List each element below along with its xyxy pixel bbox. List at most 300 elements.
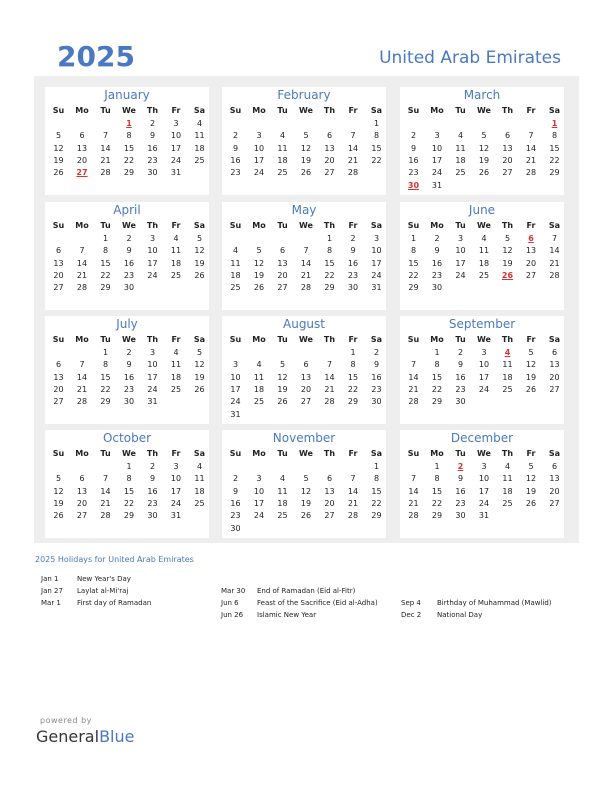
month-name: December [450,431,514,445]
brand-general: General [36,727,100,746]
holiday-entry [401,611,482,619]
weekday-header: Tu [277,449,288,458]
day-cell: 24 [431,168,443,178]
day-cell: 13 [324,143,335,153]
day-cell: 30 [123,397,135,407]
weekday-header: Tu [455,335,466,344]
weekday-header: We [299,221,313,230]
day-cell: 11 [253,372,265,382]
weekday-header: Sa [193,106,206,115]
month-june [400,202,564,310]
weekday-header: Su [229,106,242,115]
month-april [45,202,209,310]
holiday-date: Jan 1 [41,575,59,583]
month-name: November [272,431,336,445]
day-cell: 21 [300,270,312,280]
day-cell: 25 [502,384,513,394]
day-cell: 9 [434,246,440,256]
day-cell: 14 [76,372,88,382]
day-cell: 6 [79,131,85,141]
weekday-header: We [122,335,136,344]
day-cell: 21 [100,155,111,165]
weekday-header: Mo [75,449,89,458]
day-cell: 3 [373,234,380,243]
day-cell: 26 [194,270,205,280]
day-cell: 18 [478,258,490,268]
day-cell: 23 [455,498,466,508]
day-cell: 13 [525,246,537,256]
day-cell: 26 [300,168,312,178]
day-cell: 8 [126,474,132,484]
day-cell: 15 [100,258,111,268]
day-cell: 15 [371,143,382,153]
weekday-header: Fr [171,449,181,458]
weekday-header: Su [407,335,420,344]
day-cell: 6 [55,360,62,370]
day-cell: 1 [373,462,380,471]
weekday-header: Fr [526,449,536,458]
day-cell: 17 [230,384,241,394]
weekday-header: Su [52,449,65,458]
day-cell: 10 [230,372,241,382]
day-cell: 14 [347,143,359,153]
holiday-entry [221,599,378,607]
weekday-header: Th [501,335,514,344]
day-cell: 24 [230,397,241,407]
day-cell: 21 [347,498,359,508]
weekday-header: Fr [526,221,536,230]
day-cell: 18 [502,486,513,496]
holiday-entry [41,599,151,607]
day-cell: 6 [303,360,309,370]
weekday-header: Su [229,335,242,344]
day-cell: 20 [502,155,513,165]
day-cell: 23 [123,384,135,394]
day-cell: 19 [194,258,205,268]
day-cell: 30 [431,283,443,293]
day-cell: 26 [253,283,265,293]
day-cell: 9 [232,486,239,496]
day-cell: 23 [147,155,158,165]
weekday-header: Fr [171,335,181,344]
weekday-header: Tu [277,221,288,230]
weekday-header: Mo [252,106,266,115]
day-cell: 6 [551,348,558,357]
day-cell: 22 [123,155,135,165]
day-cell: 29 [371,511,382,521]
weekday-header: Fr [348,106,358,115]
day-cell: 28 [324,397,335,407]
powered-by-label: powered by [40,716,92,725]
month-may [222,202,386,310]
day-cell: 29 [123,511,135,521]
day-cell: 26 [53,168,64,178]
weekday-header: Sa [370,335,383,344]
day-cell: 3 [173,462,179,471]
day-cell: 22 [324,270,335,280]
holiday-day: 30 [407,180,420,190]
holiday-day: 4 [504,348,511,357]
day-cell: 18 [253,384,265,394]
holiday-name: Laylat al-Mi'raj [77,587,129,595]
holiday-entry [41,587,128,595]
day-cell: 5 [196,234,203,243]
day-cell: 9 [457,474,464,484]
day-cell: 24 [170,498,182,508]
day-cell: 23 [408,168,419,178]
day-cell: 14 [549,246,560,256]
day-cell: 22 [100,384,111,394]
day-cell: 17 [431,155,443,165]
month-august [222,316,386,424]
day-cell: 14 [76,258,88,268]
day-cell: 20 [277,270,288,280]
day-cell: 28 [408,397,419,407]
day-cell: 24 [478,498,490,508]
day-cell: 1 [434,462,440,471]
day-cell: 12 [253,258,265,268]
day-cell: 6 [55,246,62,256]
month-name: September [448,317,516,331]
day-cell: 5 [528,462,534,471]
day-cell: 7 [326,360,333,370]
month-november [222,430,386,538]
day-cell: 31 [147,397,158,407]
holiday-date: Jan 27 [41,587,63,595]
weekday-header: Th [323,221,336,230]
month-january [45,87,209,195]
day-cell: 14 [525,143,537,153]
day-cell: 13 [549,360,560,370]
day-cell: 29 [347,397,359,407]
day-cell: 21 [76,270,88,280]
day-cell: 10 [147,246,158,256]
weekday-header: Th [146,449,159,458]
day-cell: 1 [410,234,417,243]
day-cell: 24 [170,155,182,165]
day-cell: 12 [194,246,205,256]
weekday-header: We [477,335,491,344]
day-cell: 9 [373,360,380,370]
day-cell: 25 [455,168,466,178]
day-cell: 27 [502,168,513,178]
day-cell: 20 [76,155,88,165]
day-cell: 30 [347,283,359,293]
day-cell: 11 [502,474,513,484]
weekday-header: Tu [455,449,466,458]
weekday-header: We [299,106,313,115]
year-title: 2025 [57,40,135,73]
month-name: February [277,88,331,102]
day-cell: 26 [277,397,288,407]
day-cell: 14 [324,372,335,382]
day-cell: 7 [79,246,85,256]
day-cell: 3 [149,234,156,243]
day-cell: 21 [549,258,560,268]
weekday-header: Fr [348,449,358,458]
day-cell: 2 [350,234,356,243]
day-cell: 3 [232,360,239,370]
weekday-header: Mo [430,106,444,115]
day-cell: 3 [173,119,179,128]
day-cell: 28 [525,168,537,178]
holiday-entry [221,587,355,595]
day-cell: 17 [147,372,158,382]
day-cell: 17 [147,258,158,268]
day-cell: 11 [230,258,241,268]
day-cell: 8 [410,246,417,256]
weekday-header: We [477,106,491,115]
day-cell: 2 [126,234,132,243]
day-cell: 31 [478,511,490,521]
weekday-header: Tu [277,335,288,344]
day-cell: 24 [253,511,265,521]
weekday-header: Tu [100,221,111,230]
day-cell: 18 [277,155,288,165]
day-cell: 20 [324,498,335,508]
day-cell: 14 [347,486,359,496]
day-cell: 14 [100,143,111,153]
weekday-header: Th [501,449,514,458]
day-cell: 27 [549,384,560,394]
weekday-header: Mo [430,335,444,344]
day-cell: 10 [147,360,158,370]
day-cell: 16 [123,372,135,382]
day-cell: 3 [434,131,440,141]
holiday-name: First day of Ramadan [77,599,152,607]
day-cell: 12 [300,486,312,496]
day-cell: 19 [277,384,288,394]
day-cell: 11 [277,143,288,153]
day-cell: 13 [53,372,64,382]
day-cell: 16 [408,155,419,165]
day-cell: 31 [170,168,182,178]
day-cell: 29 [123,168,135,178]
day-cell: 18 [230,270,241,280]
weekday-header: Fr [348,335,358,344]
day-cell: 27 [53,283,64,293]
day-cell: 5 [55,131,62,141]
day-cell: 1 [326,234,333,243]
weekday-header: Sa [193,449,206,458]
day-cell: 25 [170,384,182,394]
day-cell: 26 [194,384,205,394]
weekday-header: Fr [348,221,358,230]
weekday-header: Mo [430,221,444,230]
day-cell: 5 [303,474,309,484]
day-cell: 16 [431,258,443,268]
day-cell: 31 [371,283,382,293]
day-cell: 2 [373,348,380,357]
weekday-header: Th [323,449,336,458]
day-cell: 3 [457,234,464,243]
day-cell: 7 [551,234,558,243]
weekday-header: Su [229,449,242,458]
day-cell: 9 [410,143,417,153]
day-cell: 29 [431,397,443,407]
day-cell: 23 [431,270,443,280]
day-cell: 4 [196,462,203,471]
month-december [400,430,564,538]
day-cell: 19 [502,258,513,268]
day-cell: 12 [300,143,312,153]
day-cell: 13 [300,372,312,382]
holiday-entry [401,599,552,607]
day-cell: 12 [525,360,537,370]
day-cell: 29 [324,283,335,293]
day-cell: 28 [100,511,111,521]
holiday-date: Sep 4 [401,599,421,607]
day-cell: 1 [102,234,109,243]
day-cell: 25 [170,270,182,280]
day-cell: 25 [478,270,490,280]
day-cell: 23 [230,168,241,178]
day-cell: 27 [277,283,288,293]
day-cell: 3 [256,474,262,484]
day-cell: 16 [230,155,241,165]
day-cell: 19 [525,372,537,382]
day-cell: 13 [277,258,288,268]
day-cell: 12 [525,474,537,484]
day-cell: 24 [478,384,490,394]
day-cell: 30 [455,511,466,521]
day-cell: 25 [194,498,205,508]
day-cell: 27 [324,168,335,178]
day-cell: 17 [170,486,182,496]
day-cell: 15 [431,486,443,496]
day-cell: 19 [253,270,265,280]
weekday-header: Sa [548,335,561,344]
day-cell: 14 [408,486,419,496]
day-cell: 2 [232,474,239,484]
day-cell: 2 [126,348,132,357]
day-cell: 15 [347,372,359,382]
day-cell: 31 [170,511,182,521]
day-cell: 25 [230,283,241,293]
day-cell: 9 [126,360,132,370]
day-cell: 8 [102,246,109,256]
day-cell: 3 [481,462,487,471]
month-name: March [463,88,501,102]
weekday-header: We [122,221,136,230]
weekday-header: We [477,449,491,458]
weekday-header: Mo [75,106,89,115]
day-cell: 9 [149,131,156,141]
day-cell: 21 [408,384,419,394]
day-cell: 11 [478,246,490,256]
day-cell: 6 [326,131,333,141]
day-cell: 14 [300,258,312,268]
holiday-date: Dec 2 [401,611,422,619]
weekday-header: We [477,221,491,230]
day-cell: 10 [478,474,490,484]
day-cell: 8 [434,474,440,484]
day-cell: 4 [279,474,286,484]
day-cell: 31 [431,180,443,190]
day-cell: 17 [478,486,490,496]
day-cell: 20 [53,270,64,280]
day-cell: 8 [551,131,558,141]
day-cell: 22 [123,498,135,508]
day-cell: 3 [481,348,487,357]
holiday-day: 6 [528,234,534,243]
month-name: May [291,203,317,217]
day-cell: 16 [147,486,158,496]
weekday-header: Su [52,221,65,230]
day-cell: 20 [324,155,335,165]
day-cell: 5 [256,246,262,256]
weekday-header: Su [407,221,420,230]
day-cell: 11 [277,486,288,496]
day-cell: 22 [347,384,359,394]
weekday-header: Th [501,106,514,115]
day-cell: 17 [455,258,466,268]
day-cell: 22 [431,384,443,394]
weekday-header: Fr [526,106,536,115]
weekday-header: Mo [75,221,89,230]
holidays-title: 2025 Holidays for United Arab Emirates [35,555,194,564]
month-july [45,316,209,424]
day-cell: 7 [350,131,356,141]
holiday-day: 2 [457,462,464,471]
day-cell: 19 [53,498,64,508]
holiday-date: Mar 1 [41,599,61,607]
day-cell: 23 [371,384,382,394]
day-cell: 1 [373,119,380,128]
day-cell: 27 [76,511,88,521]
day-cell: 4 [481,234,487,243]
weekday-header: Sa [548,449,561,458]
day-cell: 8 [434,360,440,370]
day-cell: 20 [53,384,64,394]
weekday-header: Sa [193,221,206,230]
day-cell: 10 [170,131,182,141]
weekday-header: Th [323,106,336,115]
day-cell: 21 [324,384,335,394]
day-cell: 16 [371,372,382,382]
day-cell: 28 [549,270,560,280]
day-cell: 5 [504,234,511,243]
weekday-header: Th [146,221,159,230]
day-cell: 1 [434,348,440,357]
day-cell: 18 [170,258,182,268]
holiday-date: Jun 26 [221,611,244,619]
day-cell: 2 [457,348,464,357]
day-cell: 25 [194,155,205,165]
weekday-header: Su [52,335,65,344]
day-cell: 9 [232,143,239,153]
day-cell: 4 [457,131,464,141]
brand-blue: Blue [99,727,135,746]
day-cell: 17 [253,498,265,508]
holiday-name: Feast of the Sacrifice (Eid al-Adha) [257,599,378,607]
day-cell: 11 [170,360,182,370]
day-cell: 16 [347,258,359,268]
weekday-header: Fr [526,335,536,344]
day-cell: 10 [170,474,182,484]
day-cell: 8 [326,246,333,256]
day-cell: 10 [253,143,265,153]
day-cell: 16 [123,258,135,268]
day-cell: 21 [76,384,88,394]
day-cell: 9 [350,246,356,256]
day-cell: 13 [549,474,560,484]
day-cell: 4 [173,348,179,357]
day-cell: 7 [410,360,417,370]
day-cell: 28 [300,283,312,293]
day-cell: 22 [431,498,443,508]
day-cell: 19 [300,498,312,508]
